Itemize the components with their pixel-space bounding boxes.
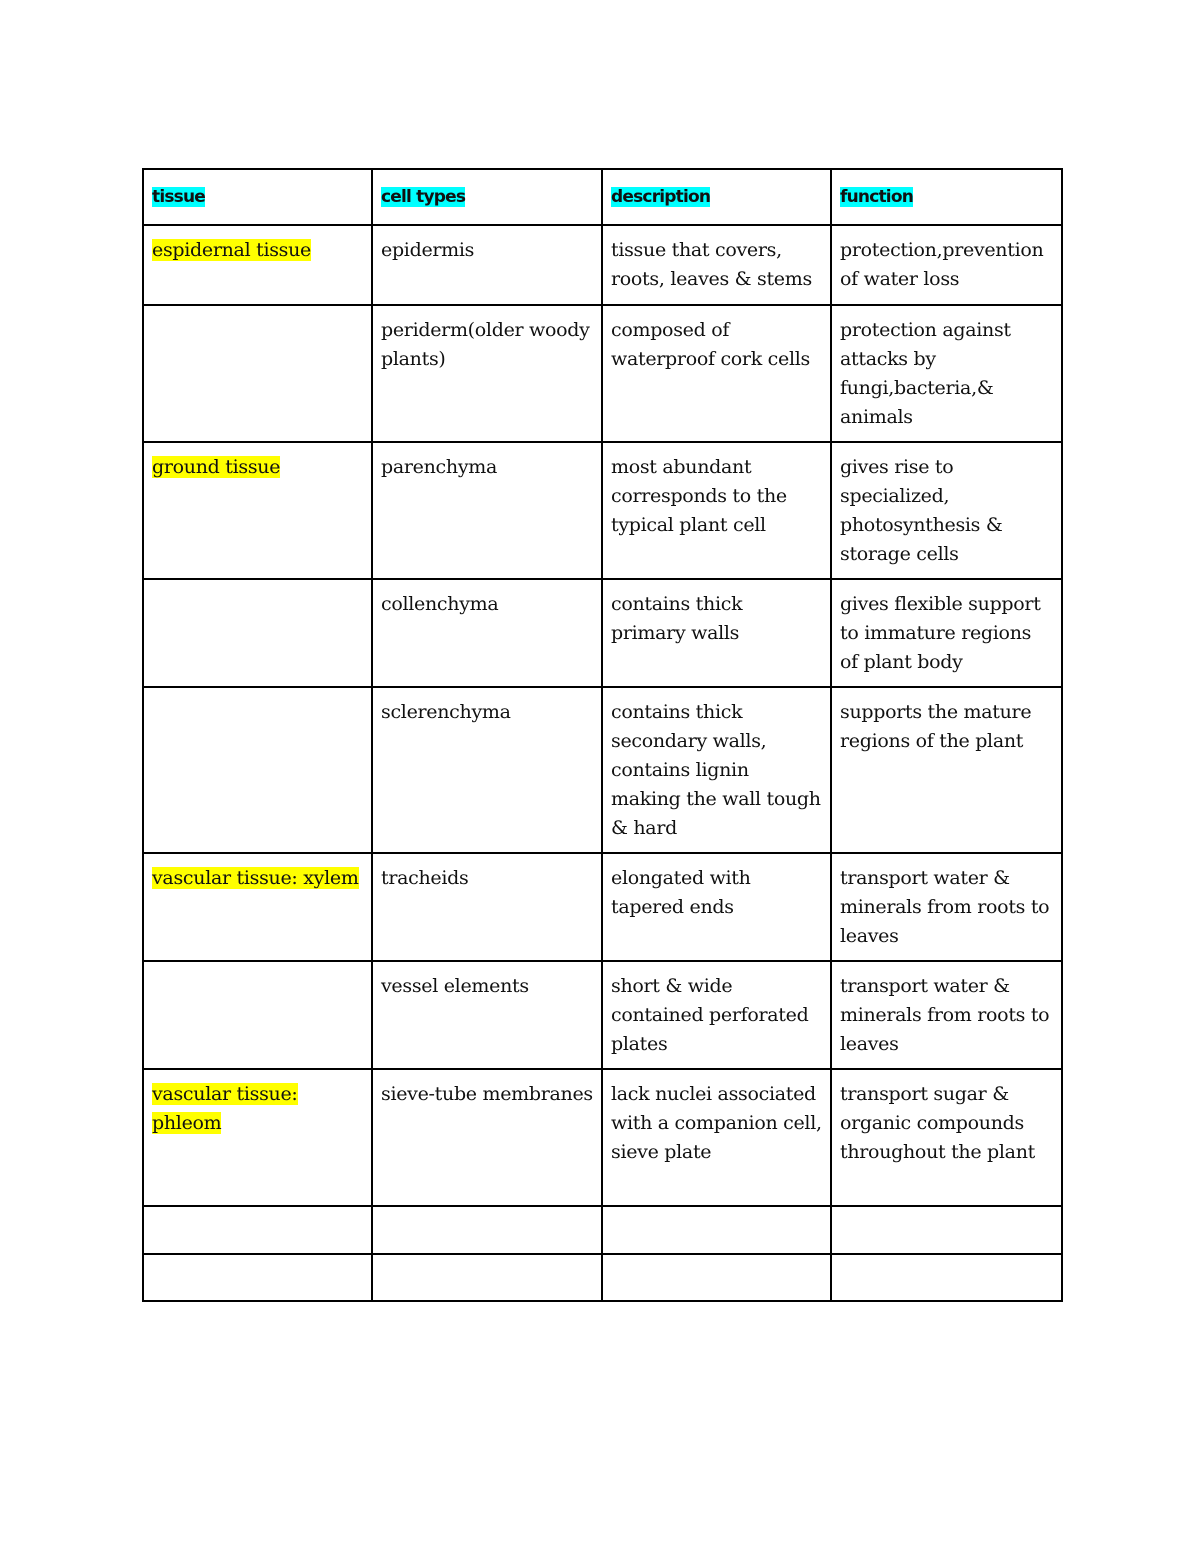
header-cell-description (602, 169, 831, 225)
cell-type-cell: collenchyma (372, 579, 602, 687)
tissue-label: vascular tissue: xylem (152, 867, 359, 889)
header-cell-function (831, 169, 1062, 225)
table-row (143, 1206, 1062, 1254)
tissue-table (142, 168, 1063, 1302)
cell-type-cell: sclerenchyma (372, 687, 602, 853)
description-cell: short & wide contained perforated plates (602, 961, 831, 1069)
tissue-cell (143, 225, 372, 305)
header-cell-cell-types (372, 169, 602, 225)
table-header-row (143, 169, 1062, 225)
table-row (143, 305, 1062, 442)
function-cell: transport water & minerals from roots to leaves (831, 853, 1062, 961)
function-cell: protection,prevention of water loss (831, 225, 1062, 305)
tissue-cell (143, 305, 372, 442)
tissue-label: espidernal tissue (152, 239, 311, 261)
header-label: description (611, 187, 711, 207)
table-row (143, 442, 1062, 579)
table-row (143, 853, 1062, 961)
tissue-label: vascular tissue: phleom (152, 1083, 298, 1134)
table-row (143, 1069, 1062, 1206)
function-cell: transport water & minerals from roots to leaves (831, 961, 1062, 1069)
tissue-cell (143, 687, 372, 853)
function-cell: gives flexible support to immature regions of plant body (831, 579, 1062, 687)
description-cell: composed of waterproof cork cells (602, 305, 831, 442)
description-cell: contains thick secondary walls, contains lignin making the wall tough & hard (602, 687, 831, 853)
description-cell (602, 1206, 831, 1254)
function-cell: protection against attacks by fungi,bacteria,& animals (831, 305, 1062, 442)
description-cell: elongated with tapered ends (602, 853, 831, 961)
function-cell: transport sugar & organic compounds throughout the plant (831, 1069, 1062, 1206)
table-row (143, 687, 1062, 853)
function-cell (831, 1254, 1062, 1301)
cell-type-cell: periderm(older woody plants) (372, 305, 602, 442)
description-cell: tissue that covers, roots, leaves & stems (602, 225, 831, 305)
tissue-cell (143, 853, 372, 961)
tissue-label: ground tissue (152, 456, 281, 478)
header-label: cell types (381, 187, 466, 207)
function-cell: gives rise to specialized, photosynthesis & storage cells (831, 442, 1062, 579)
table-row (143, 225, 1062, 305)
description-cell (602, 1254, 831, 1301)
tissue-cell (143, 1206, 372, 1254)
description-cell: contains thick primary walls (602, 579, 831, 687)
function-cell: supports the mature regions of the plant (831, 687, 1062, 853)
cell-type-cell: vessel elements (372, 961, 602, 1069)
table-row (143, 1254, 1062, 1301)
cell-type-cell (372, 1254, 602, 1301)
header-label: function (840, 187, 914, 207)
tissue-cell (143, 442, 372, 579)
header-label: tissue (152, 187, 206, 207)
function-cell (831, 1206, 1062, 1254)
header-cell-tissue (143, 169, 372, 225)
tissue-cell (143, 579, 372, 687)
cell-type-cell (372, 1206, 602, 1254)
cell-type-cell: epidermis (372, 225, 602, 305)
cell-type-cell: parenchyma (372, 442, 602, 579)
tissue-cell (143, 1069, 372, 1206)
cell-type-cell: sieve-tube membranes (372, 1069, 602, 1206)
description-cell: most abundant corresponds to the typical plant cell (602, 442, 831, 579)
table-row (143, 579, 1062, 687)
table-row (143, 961, 1062, 1069)
cell-type-cell: tracheids (372, 853, 602, 961)
description-cell: lack nuclei associated with a companion cell, sieve plate (602, 1069, 831, 1206)
tissue-cell (143, 961, 372, 1069)
tissue-cell (143, 1254, 372, 1301)
